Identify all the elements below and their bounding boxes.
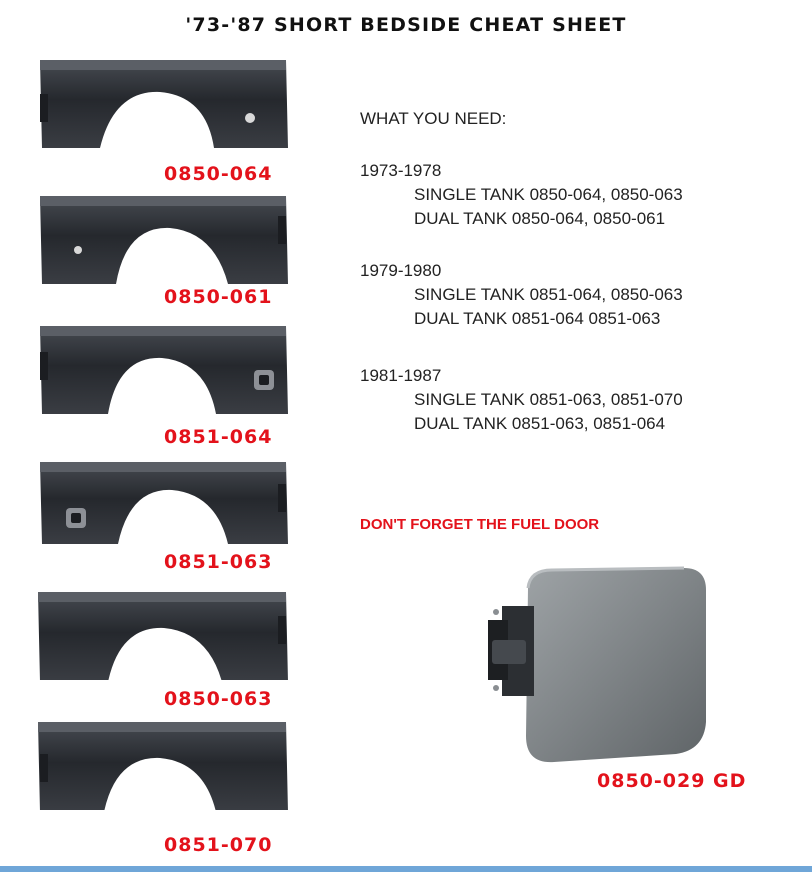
year-range: 1979-1980 <box>360 261 442 280</box>
bedside-panel-icon <box>36 192 292 284</box>
year-range: 1981-1987 <box>360 366 442 385</box>
bedside-panel-2 <box>36 192 292 284</box>
part-number-label: 0850-061 <box>164 286 273 308</box>
info-heading: WHAT YOU NEED: <box>360 109 507 128</box>
bedside-panel-icon <box>36 322 292 414</box>
single-tank-parts: SINGLE TANK 0851-064, 0850-063 <box>414 285 683 304</box>
bedside-panel-1 <box>36 56 292 148</box>
logo-fragment <box>340 0 460 4</box>
bedside-panel-icon <box>36 56 292 148</box>
fuel-door-reminder: DON'T FORGET THE FUEL DOOR <box>360 516 600 533</box>
part-number-label: 0851-064 <box>164 426 273 448</box>
fuel-door-image <box>484 566 714 766</box>
bedside-panel-4 <box>36 458 292 550</box>
year-group-3 <box>360 364 683 436</box>
footer-bar <box>0 866 812 872</box>
year-group-1 <box>360 159 683 231</box>
part-number-label: 0851-063 <box>164 551 273 573</box>
part-number-label: 0851-070 <box>164 834 273 856</box>
bedside-panel-3 <box>36 322 292 414</box>
single-tank-parts: SINGLE TANK 0850-064, 0850-063 <box>414 185 683 204</box>
fuel-door-part-number: 0850-029 GD <box>597 770 747 792</box>
dual-tank-parts: DUAL TANK 0851-064 0851-063 <box>414 309 661 328</box>
fuel-door-icon <box>484 566 714 766</box>
dual-tank-parts: DUAL TANK 0851-063, 0851-064 <box>414 414 666 433</box>
bedside-panel-6 <box>36 718 292 810</box>
bedside-panel-5 <box>36 588 292 680</box>
bedside-panel-icon <box>36 718 292 810</box>
info-block <box>360 107 506 131</box>
year-range: 1973-1978 <box>360 161 442 180</box>
year-group-2 <box>360 259 683 331</box>
page-title: '73-'87 SHORT BEDSIDE CHEAT SHEET <box>185 14 627 36</box>
part-number-label: 0850-064 <box>164 163 273 185</box>
bedside-panel-icon <box>36 458 292 550</box>
dual-tank-parts: DUAL TANK 0850-064, 0850-061 <box>414 209 666 228</box>
bedside-panel-icon <box>36 588 292 680</box>
single-tank-parts: SINGLE TANK 0851-063, 0851-070 <box>414 390 683 409</box>
part-number-label: 0850-063 <box>164 688 273 710</box>
